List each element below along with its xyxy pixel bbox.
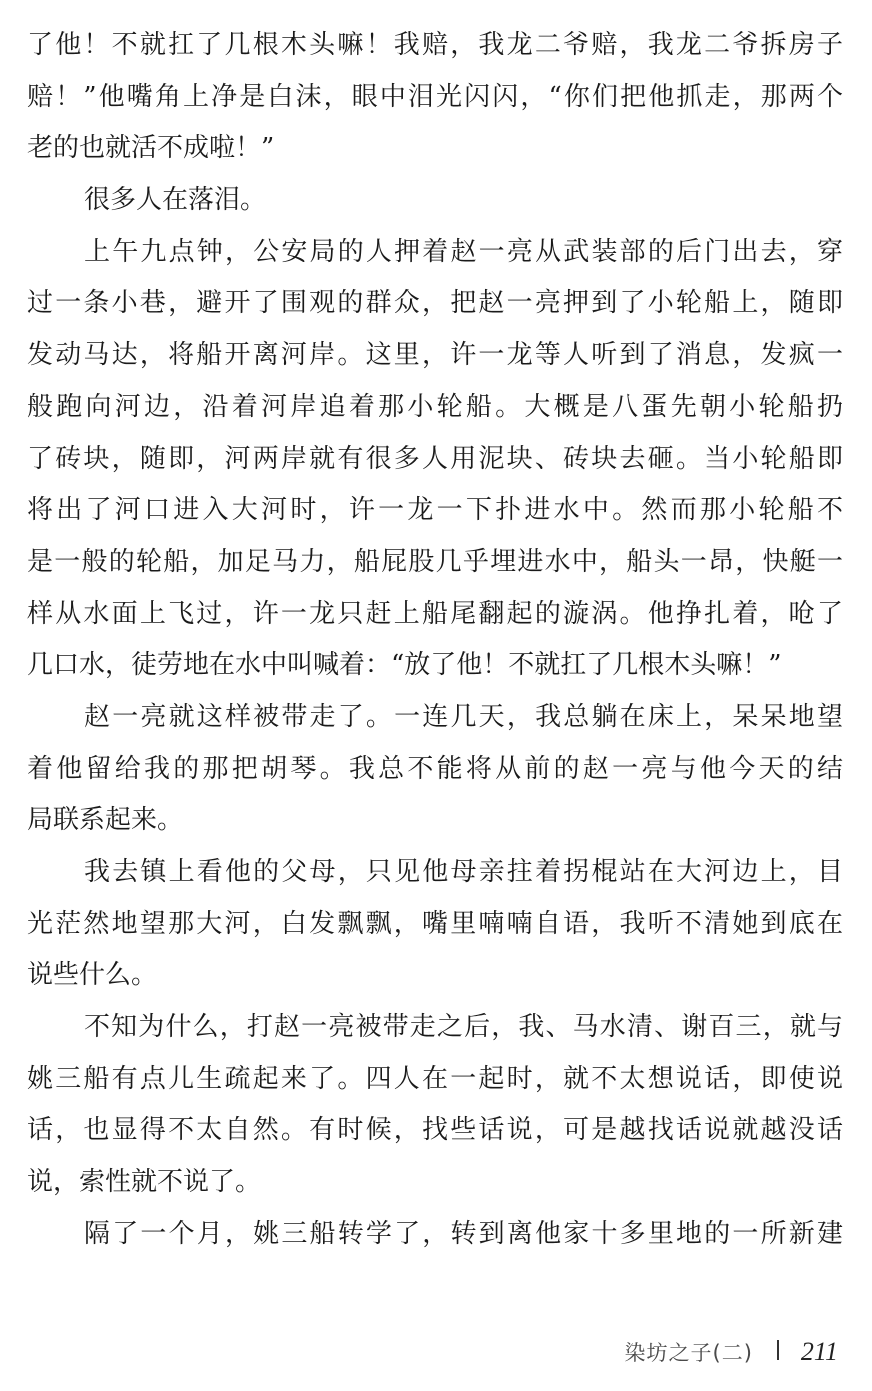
text-line: 光茫然地望那大河，白发飘飘，嘴里喃喃自语，我听不清她到底在 xyxy=(27,908,843,939)
paragraph xyxy=(27,20,843,175)
text-line: 是一般的轮船，加足马力，船屁股几乎埋进水中，船头一昂，快艇一 xyxy=(27,546,843,577)
text-line: 姚三船有点儿生疏起来了。四人在一起时，就不太想说话，即使说 xyxy=(27,1063,843,1094)
text-line: 隔了一个月，姚三船转学了，转到离他家十多里地的一所新建 xyxy=(84,1218,843,1249)
text-line: 将出了河口进入大河时，许一龙一下扑进水中。然而那小轮船不 xyxy=(27,495,843,526)
text-line: 赔！”他嘴角上净是白沫，眼中泪光闪闪，“你们把他抓走，那两个 xyxy=(27,81,843,112)
text-line: 了砖块，随即，河两岸就有很多人用泥块、砖块去砸。当小轮船即 xyxy=(27,443,843,474)
text-line: 样从水面上飞过，许一龙只赶上船尾翻起的漩涡。他挣扎着，呛了 xyxy=(27,598,843,629)
paragraph xyxy=(27,175,843,227)
paragraph xyxy=(27,227,843,692)
text-line: 话，也显得不太自然。有时候，找些话说，可是越找话说就越没话 xyxy=(27,1115,843,1146)
text-line: 发动马达，将船开离河岸。这里，许一龙等人听到了消息，发疯一 xyxy=(27,340,843,371)
text-line: 说些什么。 xyxy=(27,960,158,991)
text-line: 般跑向河边，沿着河岸追着那小轮船。大概是八蛋先朝小轮船扔 xyxy=(27,391,843,422)
text-line: 很多人在落泪。 xyxy=(84,185,267,216)
page-number: 211 xyxy=(800,1337,838,1366)
paragraph xyxy=(27,847,843,1002)
text-line: 了他！不就扛了几根木头嘛！我赔，我龙二爷赔，我龙二爷拆房子 xyxy=(27,30,843,60)
text-line: 说，索性就不说了。 xyxy=(27,1167,262,1198)
text-line: 过一条小巷，避开了围观的群众，把赵一亮押到了小轮船上，随即 xyxy=(27,288,843,319)
footer-separator xyxy=(777,1340,779,1360)
running-title: 染坊之子(二) xyxy=(624,1341,753,1365)
text-line: 赵一亮就这样被带走了。一连几天，我总躺在床上，呆呆地望 xyxy=(84,701,843,732)
text-line: 几口水，徒劳地在水中叫喊着：“放了他！不就扛了几根木头嘛！” xyxy=(27,650,782,681)
paragraph xyxy=(27,1209,843,1261)
page-footer xyxy=(625,1332,838,1372)
paragraph xyxy=(27,692,843,847)
text-line: 上午九点钟，公安局的人押着赵一亮从武装部的后门出去，穿 xyxy=(84,236,843,267)
text-line: 老的也就活不成啦！” xyxy=(27,133,275,164)
text-line: 着他留给我的那把胡琴。我总不能将从前的赵一亮与他今天的结 xyxy=(27,753,843,784)
book-page-body xyxy=(27,20,843,1261)
text-line: 我去镇上看他的父母，只见他母亲拄着拐棍站在大河边上，目 xyxy=(84,857,843,887)
paragraph xyxy=(27,1002,843,1209)
text-line: 不知为什么，打赵一亮被带走之后，我、马水清、谢百三，就与 xyxy=(84,1012,843,1043)
text-line: 局联系起来。 xyxy=(27,805,184,836)
